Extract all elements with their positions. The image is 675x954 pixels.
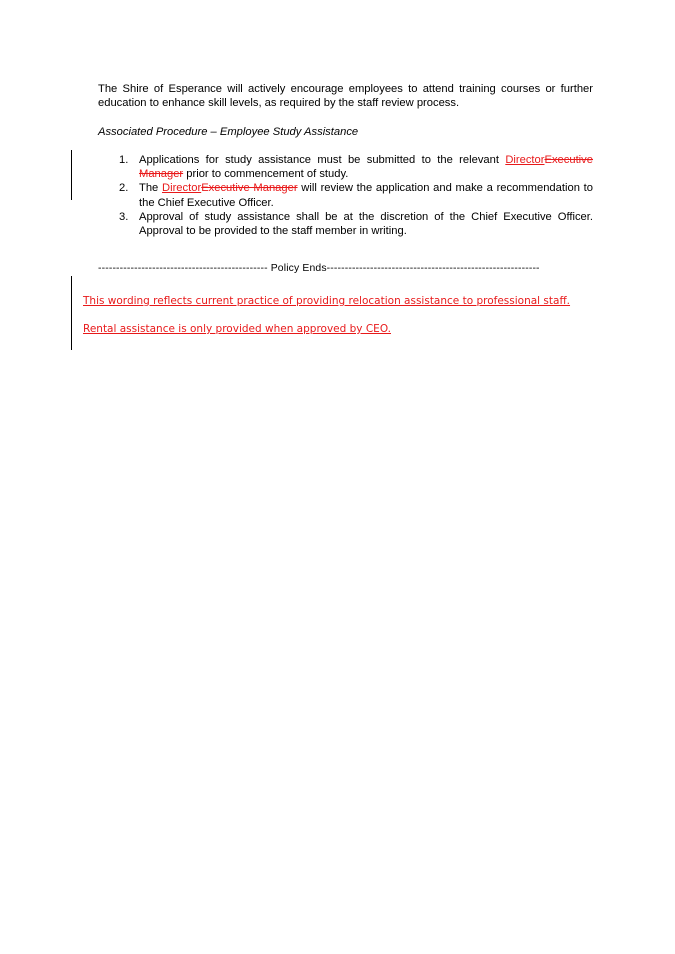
- policy-ends-divider: [98, 262, 578, 276]
- policy-ends-label: Policy Ends: [267, 263, 327, 274]
- revision-note: This wording reflects current practice of providing relocation assistance to professional staff.: [83, 295, 571, 307]
- procedure-step: [98, 153, 593, 181]
- inserted-text: Director: [162, 182, 202, 195]
- change-bar: [71, 276, 72, 350]
- inserted-text: Director: [505, 154, 545, 166]
- step-text: Applications for study assistance must be submitted to the relevant: [139, 154, 506, 166]
- step-number: 1.: [119, 154, 129, 166]
- divider-dashes: -----------------------------------------------------------: [326, 263, 540, 274]
- revision-note: Rental assistance is only provided when approved by CEO.: [83, 323, 391, 335]
- procedure-heading: Associated Procedure – Employee Study Assistance: [98, 126, 359, 138]
- step-text: The: [139, 182, 163, 195]
- change-bar: [71, 150, 72, 200]
- deleted-text: Executive Manager: [139, 154, 593, 181]
- step-text: prior to commencement of study.: [183, 168, 349, 181]
- step-number: 3.: [119, 210, 129, 223]
- divider-dashes: -----------------------------------------------: [98, 263, 268, 274]
- step-number: 2.: [119, 182, 129, 195]
- step-text: Approval of study assistance shall be at the discretion of the Chief Executive Officer. Approval to be provided to the staff member in writing.: [139, 210, 593, 238]
- intro-paragraph: The Shire of Esperance will actively encourage employees to attend training courses or further education to enhance skill levels, as required by the staff review process.: [98, 83, 593, 110]
- procedure-step: [98, 210, 593, 238]
- procedure-step: [98, 181, 593, 209]
- procedure-steps: [98, 153, 593, 238]
- deleted-text: Executive Manager: [201, 182, 298, 195]
- step-text: will review the application and make a recommendation to the Chief Executive Officer.: [139, 182, 593, 209]
